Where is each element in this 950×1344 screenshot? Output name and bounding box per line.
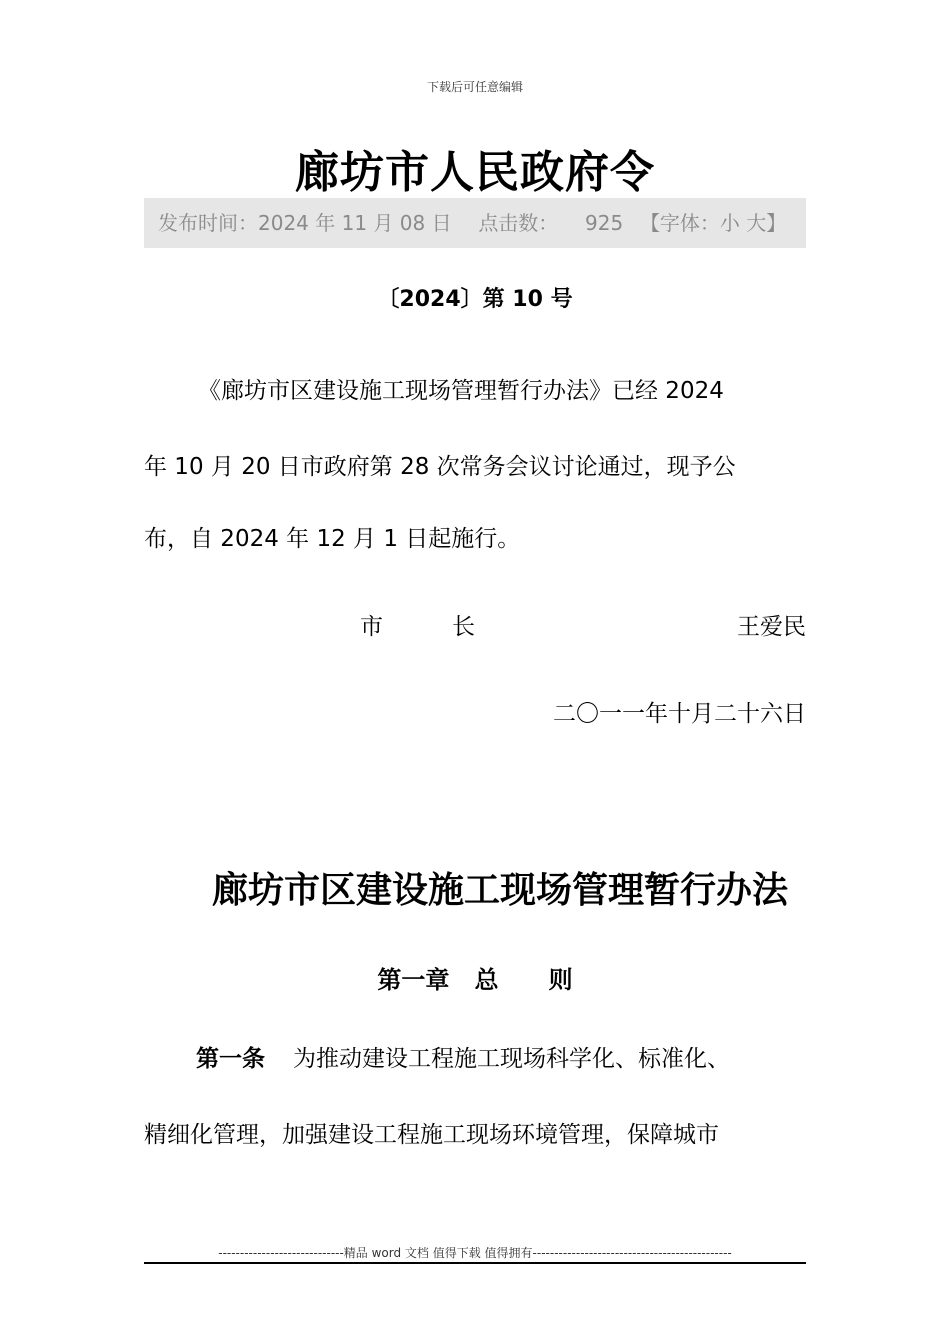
signer-role-char-2: 长 xyxy=(452,614,475,640)
chapter-title: 第一章 总 则 xyxy=(377,966,573,994)
article-label: 第一条 xyxy=(196,1046,265,1072)
click-count-label: 点击数： xyxy=(478,211,559,235)
font-size-switcher[interactable]: 【字体：小 大】 xyxy=(639,211,787,235)
footer-divider xyxy=(144,1262,806,1264)
announcement-line-2: 年 10 月 20 日市政府第 28 次常务会议讨论通过，现予公 xyxy=(144,454,736,480)
order-number: 〔2024〕第 10 号 xyxy=(377,287,573,312)
document-title: 廊坊市区建设施工现场管理暂行办法 xyxy=(211,870,788,911)
announcement-line-3: 布，自 2024 年 12 月 1 日起施行。 xyxy=(144,526,521,552)
article-1-text-1: 为推动建设工程施工现场科学化、标准化、 xyxy=(293,1046,730,1072)
click-count-value: 925 xyxy=(585,211,624,235)
article-1-line-2: 精细化管理，加强建设工程施工现场环境管理，保障城市 xyxy=(144,1122,719,1148)
publish-date: 发布时间：2024 年 11 月 08 日 xyxy=(158,211,452,235)
meta-bar xyxy=(144,198,806,248)
announcement-line-1: 《廊坊市区建设施工现场管理暂行办法》已经 2024 xyxy=(198,378,724,404)
signature-date: 二〇一一年十月二十六日 xyxy=(553,701,806,727)
signer-name: 王爱民 xyxy=(737,614,806,640)
footer-note: -----------------------------精品 word 文档 值得下载 值得拥有---------------------------------------------- xyxy=(218,1246,732,1260)
article-1-line-1 xyxy=(196,1040,858,1073)
signer-role-char-1: 市 xyxy=(360,614,383,640)
header-note: 下载后可任意编辑 xyxy=(426,80,523,94)
page-title: 廊坊市人民政府令 xyxy=(295,147,655,198)
